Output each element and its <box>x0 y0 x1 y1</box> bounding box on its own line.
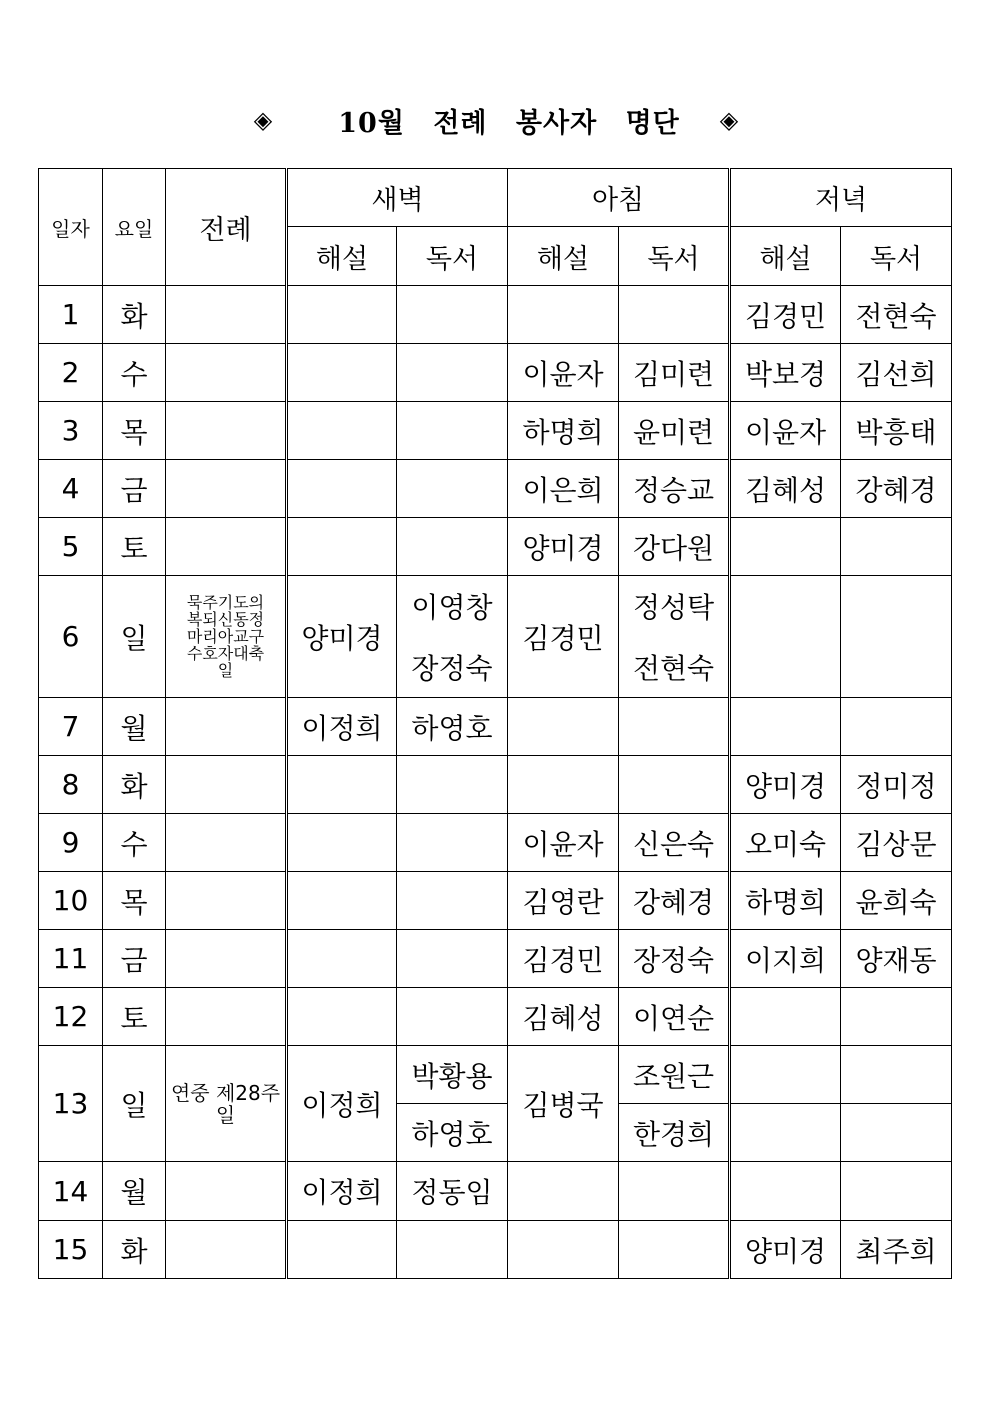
dawn-reading-cell <box>397 402 508 460</box>
evening-reading-cell <box>841 518 952 576</box>
dawn-reading-cell <box>397 988 508 1046</box>
evening-reading-cell <box>841 988 952 1046</box>
liturgy-cell: 묵주기도의 복되신동정 마리아교구 수호자대축일 <box>166 576 287 698</box>
morning-reading-cell: 전현숙 <box>619 637 730 698</box>
weekday-cell: 일 <box>103 1046 166 1162</box>
dawn-commentary-cell: 양미경 <box>287 576 397 698</box>
dawn-commentary-cell <box>287 518 397 576</box>
roster-table <box>38 168 952 1279</box>
dawn-reading-cell: 정동임 <box>397 1162 508 1221</box>
header-liturgy: 전례 <box>166 169 287 286</box>
morning-reading-cell: 강다원 <box>619 518 730 576</box>
header-morning: 아침 <box>508 169 730 227</box>
dawn-reading-cell: 박황용 <box>397 1046 508 1104</box>
evening-commentary-cell: 이윤자 <box>730 402 841 460</box>
day-cell: 15 <box>39 1221 103 1279</box>
weekday-cell: 금 <box>103 460 166 518</box>
evening-commentary-cell <box>730 1104 841 1162</box>
dawn-reading-cell <box>397 1221 508 1279</box>
table-row <box>39 930 952 988</box>
morning-reading-cell <box>619 286 730 344</box>
day-cell: 5 <box>39 518 103 576</box>
evening-reading-cell: 정미정 <box>841 756 952 814</box>
weekday-cell: 화 <box>103 1221 166 1279</box>
day-cell: 9 <box>39 814 103 872</box>
liturgy-cell: 연중 제28주일 <box>166 1046 287 1162</box>
liturgy-cell <box>166 286 287 344</box>
document-title <box>0 100 992 140</box>
day-cell: 3 <box>39 402 103 460</box>
dawn-reading-cell: 하영호 <box>397 698 508 756</box>
dawn-commentary-cell <box>287 988 397 1046</box>
morning-reading-cell: 장정숙 <box>619 930 730 988</box>
morning-commentary-cell: 김혜성 <box>508 988 619 1046</box>
evening-reading-cell <box>841 1104 952 1162</box>
morning-commentary-cell: 양미경 <box>508 518 619 576</box>
evening-reading-cell: 김선희 <box>841 344 952 402</box>
weekday-cell: 수 <box>103 814 166 872</box>
dawn-commentary-cell <box>287 872 397 930</box>
evening-reading-cell: 강혜경 <box>841 460 952 518</box>
evening-reading-cell <box>841 576 952 698</box>
title-text <box>338 101 679 140</box>
day-cell: 13 <box>39 1046 103 1162</box>
table-row <box>39 988 952 1046</box>
evening-commentary-cell: 양미경 <box>730 756 841 814</box>
header-dawn-reading: 독서 <box>397 227 508 286</box>
morning-commentary-cell: 김병국 <box>508 1046 619 1162</box>
dawn-commentary-cell <box>287 930 397 988</box>
header-row <box>39 169 952 227</box>
liturgy-cell <box>166 402 287 460</box>
morning-commentary-cell <box>508 1162 619 1221</box>
header-dawn-commentary: 해설 <box>287 227 397 286</box>
day-cell: 12 <box>39 988 103 1046</box>
dawn-commentary-cell: 이정희 <box>287 698 397 756</box>
table-row <box>39 698 952 756</box>
dawn-reading-cell <box>397 518 508 576</box>
dawn-commentary-cell <box>287 286 397 344</box>
liturgy-cell <box>166 988 287 1046</box>
evening-reading-cell: 양재동 <box>841 930 952 988</box>
dawn-commentary-cell <box>287 460 397 518</box>
weekday-cell: 목 <box>103 402 166 460</box>
table-row <box>39 286 952 344</box>
table-row <box>39 814 952 872</box>
liturgy-cell <box>166 814 287 872</box>
day-cell: 7 <box>39 698 103 756</box>
header-evening-commentary: 해설 <box>730 227 841 286</box>
morning-commentary-cell: 하명희 <box>508 402 619 460</box>
weekday-cell: 수 <box>103 344 166 402</box>
evening-reading-cell: 전현숙 <box>841 286 952 344</box>
day-cell: 8 <box>39 756 103 814</box>
day-cell: 10 <box>39 872 103 930</box>
day-cell: 2 <box>39 344 103 402</box>
evening-commentary-cell: 양미경 <box>730 1221 841 1279</box>
morning-reading-cell: 정승교 <box>619 460 730 518</box>
weekday-cell: 화 <box>103 286 166 344</box>
evening-reading-cell: 최주희 <box>841 1221 952 1279</box>
dawn-commentary-cell: 이정희 <box>287 1046 397 1162</box>
morning-commentary-cell: 이윤자 <box>508 814 619 872</box>
dawn-reading-cell <box>397 930 508 988</box>
evening-reading-cell: 박흥태 <box>841 402 952 460</box>
dawn-reading-cell <box>397 756 508 814</box>
liturgy-cell <box>166 518 287 576</box>
morning-commentary-cell <box>508 698 619 756</box>
table-row <box>39 344 952 402</box>
evening-reading-cell: 김상문 <box>841 814 952 872</box>
morning-reading-cell: 신은숙 <box>619 814 730 872</box>
header-day: 일자 <box>39 169 103 286</box>
table-row <box>39 576 952 637</box>
dawn-reading-cell <box>397 814 508 872</box>
evening-commentary-cell: 박보경 <box>730 344 841 402</box>
diamond-left-icon: ◈ <box>253 106 273 134</box>
weekday-cell: 화 <box>103 756 166 814</box>
header-evening-reading: 독서 <box>841 227 952 286</box>
header-morning-reading: 독서 <box>619 227 730 286</box>
morning-reading-cell: 조원근 <box>619 1046 730 1104</box>
morning-commentary-cell: 이은희 <box>508 460 619 518</box>
morning-reading-cell <box>619 698 730 756</box>
evening-commentary-cell: 오미숙 <box>730 814 841 872</box>
evening-commentary-cell <box>730 988 841 1046</box>
dawn-reading-cell: 하영호 <box>397 1104 508 1162</box>
morning-commentary-cell <box>508 756 619 814</box>
morning-commentary-cell <box>508 286 619 344</box>
dawn-reading-cell <box>397 460 508 518</box>
evening-commentary-cell <box>730 518 841 576</box>
liturgy-cell <box>166 1162 287 1221</box>
table-row <box>39 460 952 518</box>
dawn-reading-cell: 이영창 <box>397 576 508 637</box>
morning-reading-cell: 한경희 <box>619 1104 730 1162</box>
dawn-commentary-cell <box>287 344 397 402</box>
morning-commentary-cell: 김영란 <box>508 872 619 930</box>
morning-commentary-cell: 김경민 <box>508 930 619 988</box>
evening-commentary-cell: 하명희 <box>730 872 841 930</box>
morning-reading-cell <box>619 756 730 814</box>
dawn-commentary-cell <box>287 814 397 872</box>
evening-reading-cell <box>841 1046 952 1104</box>
liturgy-cell <box>166 756 287 814</box>
evening-reading-cell <box>841 698 952 756</box>
evening-commentary-cell <box>730 1162 841 1221</box>
weekday-cell: 토 <box>103 518 166 576</box>
day-cell: 1 <box>39 286 103 344</box>
evening-reading-cell: 윤희숙 <box>841 872 952 930</box>
liturgy-cell <box>166 698 287 756</box>
table-row <box>39 1162 952 1221</box>
table-row <box>39 872 952 930</box>
evening-reading-cell <box>841 1162 952 1221</box>
morning-reading-cell: 강혜경 <box>619 872 730 930</box>
dawn-reading-cell <box>397 872 508 930</box>
weekday-cell: 목 <box>103 872 166 930</box>
table-row <box>39 518 952 576</box>
morning-commentary-cell <box>508 1221 619 1279</box>
weekday-cell: 일 <box>103 576 166 698</box>
dawn-commentary-cell <box>287 1221 397 1279</box>
header-dawn: 새벽 <box>287 169 508 227</box>
dawn-commentary-cell <box>287 756 397 814</box>
morning-reading-cell: 윤미련 <box>619 402 730 460</box>
liturgy-cell <box>166 1221 287 1279</box>
morning-reading-cell <box>619 1221 730 1279</box>
evening-commentary-cell <box>730 698 841 756</box>
weekday-cell: 월 <box>103 698 166 756</box>
weekday-cell: 금 <box>103 930 166 988</box>
table-row <box>39 1221 952 1279</box>
day-cell: 14 <box>39 1162 103 1221</box>
day-cell: 11 <box>39 930 103 988</box>
dawn-commentary-cell: 이정희 <box>287 1162 397 1221</box>
header-morning-commentary: 해설 <box>508 227 619 286</box>
dawn-reading-cell: 장정숙 <box>397 637 508 698</box>
dawn-commentary-cell <box>287 402 397 460</box>
header-weekday: 요일 <box>103 169 166 286</box>
evening-commentary-cell: 김경민 <box>730 286 841 344</box>
title-word: 10월 <box>338 107 405 139</box>
morning-reading-cell: 정성탁 <box>619 576 730 637</box>
morning-commentary-cell: 김경민 <box>508 576 619 698</box>
morning-reading-cell: 김미련 <box>619 344 730 402</box>
liturgy-cell <box>166 344 287 402</box>
diamond-right-icon: ◈ <box>719 106 739 134</box>
liturgy-cell <box>166 872 287 930</box>
table-row <box>39 402 952 460</box>
weekday-cell: 월 <box>103 1162 166 1221</box>
morning-reading-cell: 이연순 <box>619 988 730 1046</box>
morning-reading-cell <box>619 1162 730 1221</box>
liturgy-cell <box>166 930 287 988</box>
table-row <box>39 1046 952 1104</box>
title-word: 전례 <box>433 107 488 139</box>
weekday-cell: 토 <box>103 988 166 1046</box>
header-evening: 저녁 <box>730 169 952 227</box>
evening-commentary-cell: 김혜성 <box>730 460 841 518</box>
table-row <box>39 756 952 814</box>
dawn-reading-cell <box>397 286 508 344</box>
day-cell: 6 <box>39 576 103 698</box>
dawn-reading-cell <box>397 344 508 402</box>
liturgy-cell <box>166 460 287 518</box>
day-cell: 4 <box>39 460 103 518</box>
evening-commentary-cell <box>730 576 841 698</box>
title-word: 봉사자 <box>515 107 598 139</box>
evening-commentary-cell <box>730 1046 841 1104</box>
morning-commentary-cell: 이윤자 <box>508 344 619 402</box>
title-word: 명단 <box>625 107 680 139</box>
evening-commentary-cell: 이지희 <box>730 930 841 988</box>
